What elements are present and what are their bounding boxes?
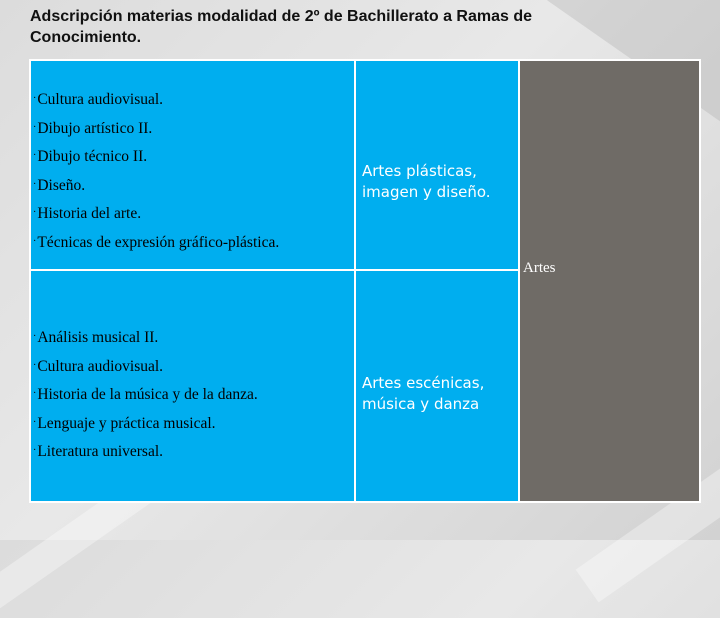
subject-item: · Dibujo artístico II.: [33, 116, 279, 145]
subject-item: · Historia de la música y de la danza.: [33, 382, 258, 411]
branch-cell: [520, 61, 699, 501]
subject-item: · Lenguaje y práctica musical.: [33, 411, 258, 440]
subject-item: · Dibujo técnico II.: [33, 144, 279, 173]
page-title: Adscripción materias modalidad de 2º de Bachillerato a Ramas de Conocimiento.: [30, 8, 533, 46]
subject-item: · Cultura audiovisual.: [33, 87, 279, 116]
modality-line: Artes escénicas,: [362, 374, 485, 392]
column-divider: [354, 271, 356, 501]
subject-item: · Análisis musical II.: [33, 325, 258, 354]
modality-line: imagen y diseño.: [362, 183, 491, 201]
modality-line: música y danza: [362, 395, 480, 413]
subject-item: · Diseño.: [33, 173, 279, 202]
branch-label: Artes: [523, 260, 556, 276]
subject-item: · Cultura audiovisual.: [33, 354, 258, 383]
column-divider: [354, 61, 356, 269]
subject-item: · Técnicas de expresión gráfico-plástica.: [33, 230, 279, 259]
column-divider: [518, 61, 520, 501]
subject-item: · Literatura universal.: [33, 439, 258, 468]
subject-item: · Historia del arte.: [33, 201, 279, 230]
subjects-table: [29, 59, 701, 503]
modality-label-row-1: [362, 161, 491, 203]
row-divider: [31, 269, 520, 271]
modality-line: Artes plásticas,: [362, 162, 477, 180]
subject-list-row-2: [33, 325, 258, 468]
subject-list-row-1: [33, 87, 279, 258]
modality-label-row-2: [362, 373, 484, 415]
